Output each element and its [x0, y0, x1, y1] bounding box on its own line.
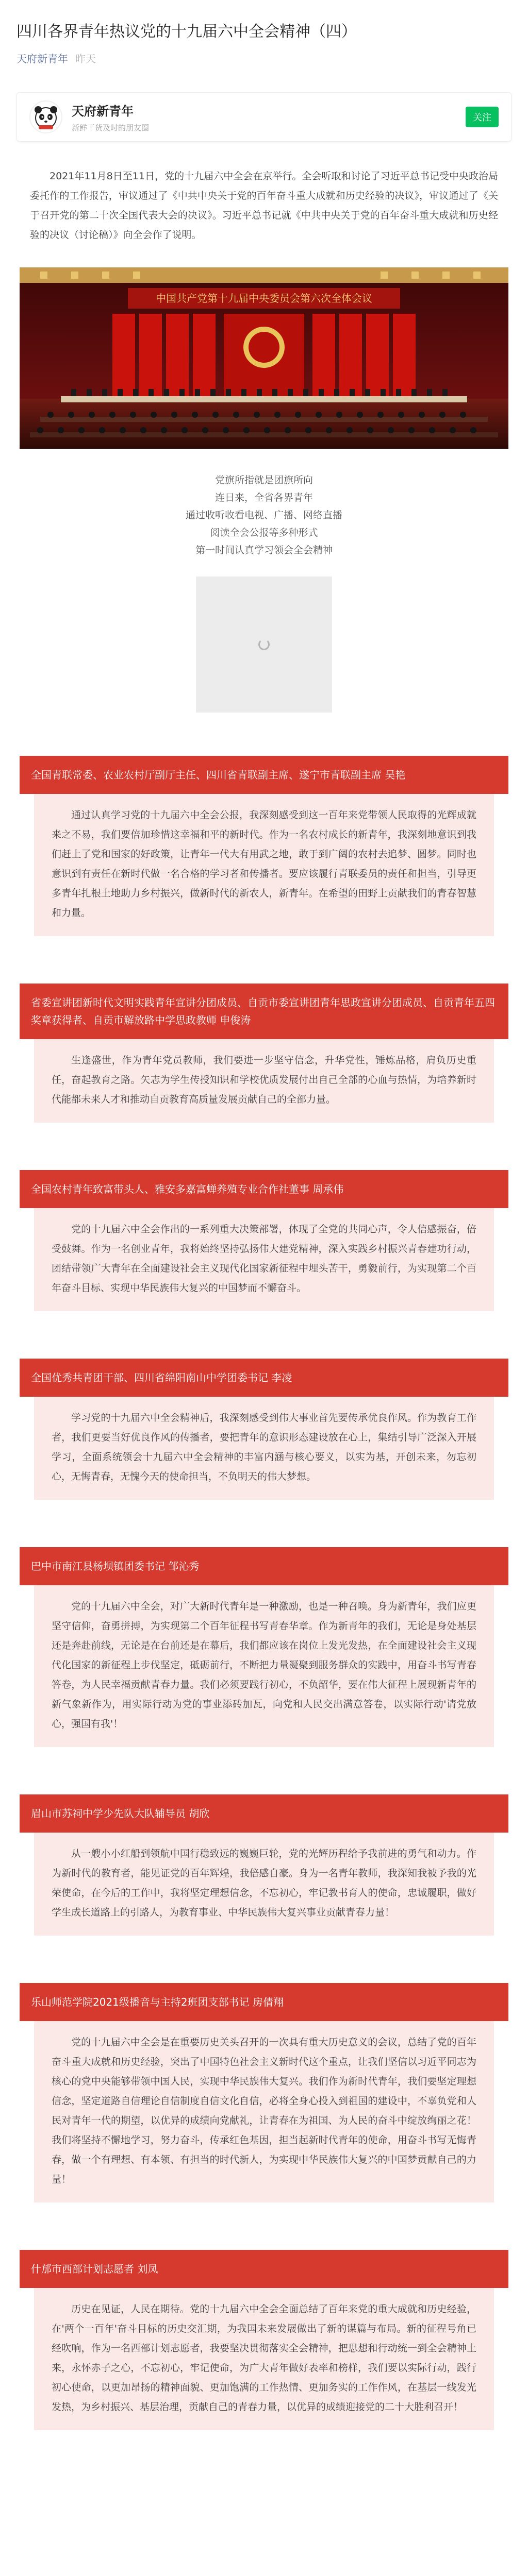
center-line: 第一时间认真学习领会全会精神: [195, 545, 333, 556]
speaker-title-bar: 乐山师范学院2021级播音与主持2班团支部书记 房倩翔: [20, 1983, 508, 2021]
article-meta: [16, 50, 512, 65]
speaker-section: [20, 1547, 508, 1747]
panda-logo-icon: [31, 103, 60, 131]
center-line: 阅读全会公报等多种形式: [210, 527, 318, 538]
speaker-title-bar: 什邡市西部计划志愿者 刘凤: [20, 2250, 508, 2288]
speaker-quote: 党的十九届六中全会作出的一系列重大决策部署，体现了全党的共同心声，令人信感振奋，倍受鼓舞。作为一名创业青年，我将始终坚持弘扬伟大建党精神，深入实践乡村振兴青春建功行动，团结带领广大青年在全面建设社会主义现代化国家新征程中埋头苦干，勇毅前行，为实现第二个百年奋斗目标、实现中华民族伟大复兴的中国梦而不懈奋斗。: [34, 1208, 494, 1311]
speaker-quote: 党的十九届六中全会，对广大新时代青年是一种激励，也是一种召唤。身为新青年，我们应更坚守信仰，奋勇拼搏，为实现第二个百年征程书写青春华章。作为新青年的我们，无论是身处基层还是奔赴前线，无论是在台前还是在幕后，我们都应该在岗位上发光发热，在全面建设社会主义现代化国家的新征程上步伐坚定，砥砺前行，不断把力量凝聚到服务群众的实践中，用奋斗书写青春答卷，为人民幸福贡献青春力量。我们必须要践行初心，不负韶华，要在伟大征程上展现新青年的新气象新作为，用实际行动为党的事业添砖加瓦，向党和人民交出满意答卷，以实际行动'请党放心，强国有我'！: [34, 1585, 494, 1747]
intro-center-lines: [16, 471, 512, 559]
article-title: 四川各界青年热议党的十九届六中全会精神（四）: [16, 23, 357, 41]
speaker-section: [20, 2250, 508, 2430]
speaker-title-bar: 全国优秀共青团干部、四川省绵阳南山中学团委书记 李凌: [20, 1359, 508, 1397]
account-info: [72, 101, 466, 133]
speaker-section: [20, 1359, 508, 1500]
publish-date: 昨天: [75, 53, 96, 65]
speaker-title-bar: 全国农村青年致富带头人、雅安多嘉富蝉养殖专业合作社董事 周承伟: [20, 1170, 508, 1208]
speaker-quote: 学习党的十九届六中全会精神后，我深刻感受到伟大事业首先要传承优良作风。作为教育工作者，我们更要当好优良作风的传播者，要把青年的意识形态建设放在心上，集结引导广泛深入开展学习，全面系统领会十九届六中全会精神的丰富内涵与核心要义，以实为基，开创未来，勿忘初心，无悔青春，无愧今天的使命担当，不负明天的伟大梦想。: [34, 1397, 494, 1500]
speaker-section: [20, 1170, 508, 1311]
account-avatar: [29, 100, 62, 133]
speaker-section: [20, 1983, 508, 2202]
speaker-section: [20, 1794, 508, 1936]
follow-button[interactable]: 关注: [466, 107, 499, 127]
author-link[interactable]: 天府新青年: [16, 53, 68, 65]
loading-spinner-icon: [258, 639, 270, 650]
speaker-section: [20, 984, 508, 1123]
speaker-quote: 从一艘小小红船到领航中国行稳致远的巍巍巨轮，党的光辉历程给予我前进的勇气和动力。作为新时代的教育者，能见证党的百年辉煌，我倍感自豪。身为一名青年教师，我深知我被予我的光荣使命，在今后的工作中，我将坚定理想信念，不忘初心，牢记教书育人的使命，忠诚履职，做好学生成长道路上的引路人，为教育事业、中华民族伟大复兴事业贡献青春力量！: [34, 1833, 494, 1936]
intro-paragraph: 2021年11月8日至11日，党的十九届六中全会在京举行。全会听取和讨论了习近平总书记受中央政治局委托作的工作报告，审议通过了《中共中央关于党的百年奋斗重大成就和历史经验的决议》，审议通过了《关于召开党的第二十次全国代表大会的决议》。习近平总书记就《中共中央关于党的百年奋斗重大成就和历史经验的决议（讨论稿）》向全会作了说明。: [30, 171, 498, 241]
center-line: 连日来，全省各界青年: [214, 492, 313, 503]
center-line: 党旗所指就是团旗所向: [214, 474, 313, 486]
hero-banner-text: 中国共产党第十九届中央委员会第六次全体会议: [156, 292, 372, 304]
speaker-title-bar: 全国青联常委、农业农村厅副厅主任、四川省青联副主席、遂宁市青联副主席 吴艳: [20, 756, 508, 794]
speaker-title-bar: 省委宣讲团新时代文明实践青年宣讲分团成员、自贡市委宣讲团青年思政宣讲分团成员、自贡青年五四奖章获得者、自贡市解放路中学思政教师 申俊涛: [20, 984, 508, 1039]
video-player[interactable]: [196, 577, 332, 713]
speaker-quote: 历史在见证，人民在期待。党的十九届六中全会全面总结了百年来党的重大成就和历史经验，在'两个一百年'奋斗目标的历史交汇期，为我国未来发展做出了新的谋篇与布局。新的征程号角已经吹响，作为一名西部计划志愿者，我要坚决贯彻落实全会精神，把思想和行动统一到全会精神上来，永怀赤子之心，不忘初心，牢记使命，为广大青年做好表率和榜样，我们要以实际行动，践行初心使命，以更加昂扬的精神面貌、更加饱满的工作热情、更加务实的工作作风，在基层一线发光发热，为乡村振兴、基层治理，贡献自己的青春力量，以优异的成绩迎接党的二十大胜利召开！: [34, 2288, 494, 2430]
plenary-session-photo: [20, 267, 508, 449]
speaker-title-bar: 眉山市苏祠中学少先队大队辅导员 胡欣: [20, 1794, 508, 1833]
speaker-quote: 党的十九届六中全会是在重要历史关头召开的一次具有重大历史意义的会议，总结了党的百年奋斗重大成就和历史经验，突出了中国特色社会主义新时代这个重点，让我们坚信以习近平同志为核心的党中央能够带领中国人民，实现中华民族伟大复兴。我们作为新时代青年，我们要坚定理想信念，坚定道路自信理论自信制度自信文化自信，必将全身心投入到祖国的建设中，不辜负党和人民对青年一代的期望，以优异的成绩向党献礼，让青春在为祖国、为人民的奋斗中绽放绚丽之花！我们将坚持不懈地学习，努力奋斗，传承红色基因，担当起新时代青年的使命，用奋斗书写无悔青春，做一个有理想、有本领、有担当的时代新人，为实现中华民族伟大复兴的中国梦贡献自己的力量！: [34, 2021, 494, 2202]
speaker-quote: 生逢盛世，作为青年党员教师，我们要进一步坚守信念，升华党性，锤炼品格，肩负历史重任，奋起教育之路。矢志为学生传授知识和学校优质发展付出自己全部的心血与热情，为培养新时代能都未来人才和推动自贡教育高质量发展贡献自己的全部力量。: [34, 1039, 494, 1123]
account-name: 天府新青年: [72, 104, 134, 118]
account-description: 新鲜干货及时的朋友圈: [72, 123, 150, 132]
speaker-quote: 通过认真学习党的十九届六中全会公报，我深刻感受到这一百年来党带领人民取得的光辉成就来之不易，我们要倍加珍惜这幸福和平的新时代。作为一名农村成长的新青年，我深刻地意识到我们赶上了党和国家的好政策，让青年一代大有用武之地，敢于到广阔的农村去追梦、圆梦。同时也意识到有责任在新时代做一名合格的学习者和传播者。要应该履行青联委员的责任和担当，引导更多青年扎根土地助力乡村振兴，做新时代的新农人，新青年。在希望的田野上贡献我们的青春智慧和力量。: [34, 794, 494, 936]
center-line: 通过收听收看电视、广播、网络直播: [185, 510, 342, 521]
speaker-section: [20, 756, 508, 936]
speaker-title-bar: 巴中市南江县杨坝镇团委书记 邹沁秀: [20, 1547, 508, 1585]
account-profile-card[interactable]: [16, 92, 512, 142]
